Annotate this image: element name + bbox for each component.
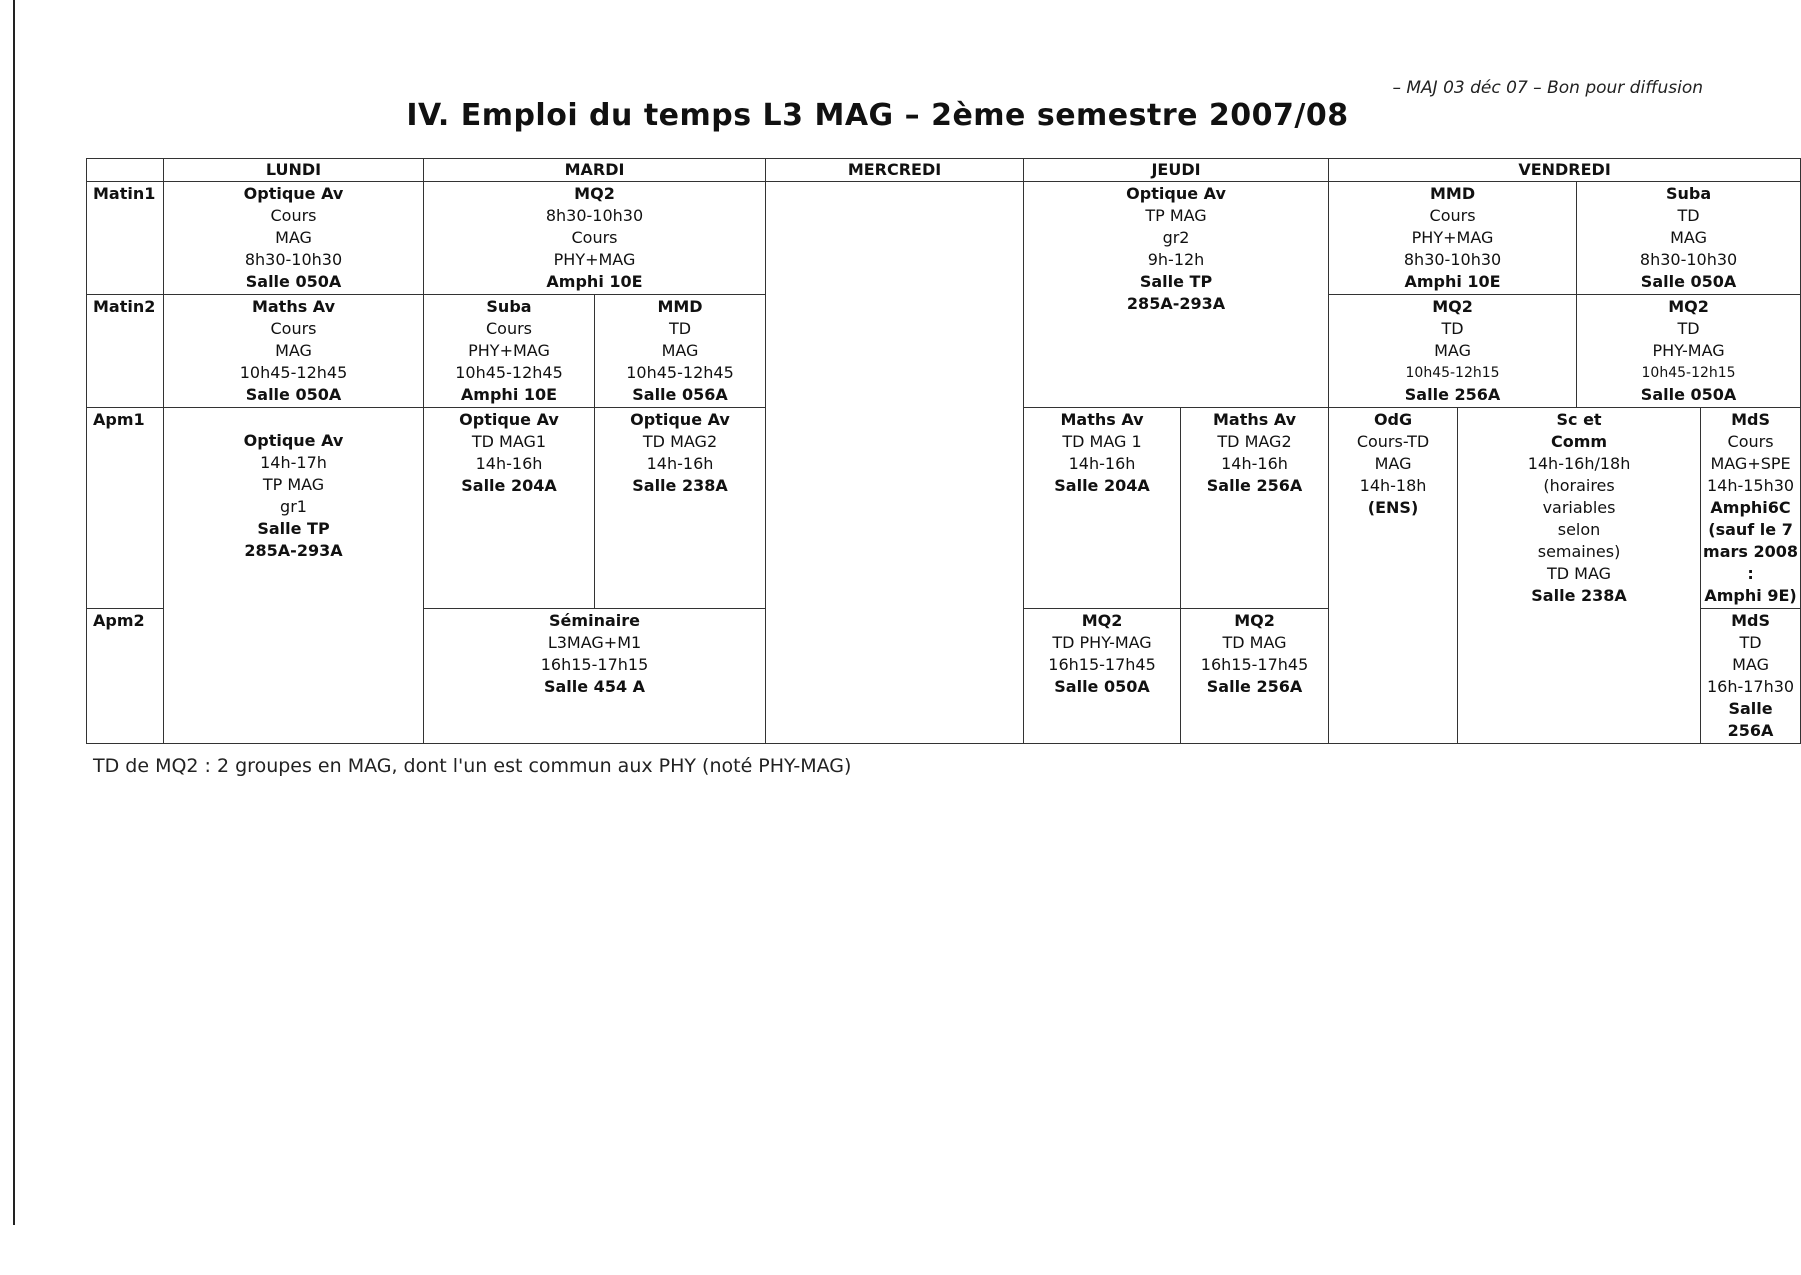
slot-matin1: Matin1 xyxy=(87,182,164,295)
jeudi-apm2-phymag: MQ2 TD PHY-MAG 16h15-17h45 Salle 050A xyxy=(1024,609,1181,744)
vendredi-matin1-mmd: MMD Cours PHY+MAG 8h30-10h30 Amphi 10E xyxy=(1329,182,1577,295)
page-title: IV. Emploi du temps L3 MAG – 2ème semestre 2007/08 xyxy=(406,98,1349,133)
jeudi-apm1-mag1: Maths Av TD MAG 1 14h-16h Salle 204A xyxy=(1024,408,1181,609)
mardi-matin2-mmd: MMD TD MAG 10h45-12h45 Salle 056A xyxy=(595,295,766,408)
vendredi-apm1-mds: MdS Cours MAG+SPE 14h-15h30 Amphi6C (sauf le 7 mars 2008 : Amphi 9E) xyxy=(1701,408,1801,609)
footnote: TD de MQ2 : 2 groupes en MAG, dont l'un est commun aux PHY (noté PHY-MAG) xyxy=(93,755,852,777)
slot-apm1: Apm1 xyxy=(87,408,164,609)
day-jeudi: JEUDI xyxy=(1024,159,1329,182)
vendredi-matin2-mq2-mag: MQ2 TD MAG 10h45-12h15 Salle 256A xyxy=(1329,295,1577,408)
row-matin1 xyxy=(87,182,1801,295)
jeudi-matin: Optique Av TP MAG gr2 9h-12h Salle TP 285A-293A xyxy=(1024,182,1329,408)
vendredi-apm-sc-comm: Sc et Comm 14h-16h/18h (horaires variables selon semaines) TD MAG Salle 238A xyxy=(1458,408,1701,744)
lundi-apm: Optique Av 14h-17h TP MAG gr1 Salle TP 285A-293A xyxy=(164,408,424,744)
day-mardi: MARDI xyxy=(424,159,766,182)
mardi-apm1-mag1: Optique Av TD MAG1 14h-16h Salle 204A xyxy=(424,408,595,609)
mardi-matin2-suba: Suba Cours PHY+MAG 10h45-12h45 Amphi 10E xyxy=(424,295,595,408)
vendredi-apm-odg: OdG Cours-TD MAG 14h-18h (ENS) xyxy=(1329,408,1458,744)
timetable xyxy=(86,158,1801,744)
mardi-apm1-mag2: Optique Av TD MAG2 14h-16h Salle 238A xyxy=(595,408,766,609)
update-note: – MAJ 03 déc 07 – Bon pour diffusion xyxy=(1392,78,1703,98)
jeudi-apm2-mag: MQ2 TD MAG 16h15-17h45 Salle 256A xyxy=(1181,609,1329,744)
mardi-matin1: MQ2 8h30-10h30 Cours PHY+MAG Amphi 10E xyxy=(424,182,766,295)
left-margin-line xyxy=(13,0,15,1225)
vendredi-apm2-mds: MdS TD MAG 16h-17h30 Salle 256A xyxy=(1701,609,1801,744)
days-header-row xyxy=(87,159,1801,182)
vendredi-matin1-suba: Suba TD MAG 8h30-10h30 Salle 050A xyxy=(1577,182,1801,295)
day-lundi: LUNDI xyxy=(164,159,424,182)
mardi-apm2-seminaire: Séminaire L3MAG+M1 16h15-17h15 Salle 454 A xyxy=(424,609,766,744)
slot-apm2: Apm2 xyxy=(87,609,164,744)
mercredi-empty xyxy=(766,182,1024,744)
jeudi-apm1-mag2: Maths Av TD MAG2 14h-16h Salle 256A xyxy=(1181,408,1329,609)
day-vendredi: VENDREDI xyxy=(1329,159,1801,182)
lundi-matin2: Maths Av Cours MAG 10h45-12h45 Salle 050A xyxy=(164,295,424,408)
lundi-matin1: Optique Av Cours MAG 8h30-10h30 Salle 050A xyxy=(164,182,424,295)
corner-cell xyxy=(87,159,164,182)
vendredi-matin2-mq2-phymag: MQ2 TD PHY-MAG 10h45-12h15 Salle 050A xyxy=(1577,295,1801,408)
slot-matin2: Matin2 xyxy=(87,295,164,408)
day-mercredi: MERCREDI xyxy=(766,159,1024,182)
